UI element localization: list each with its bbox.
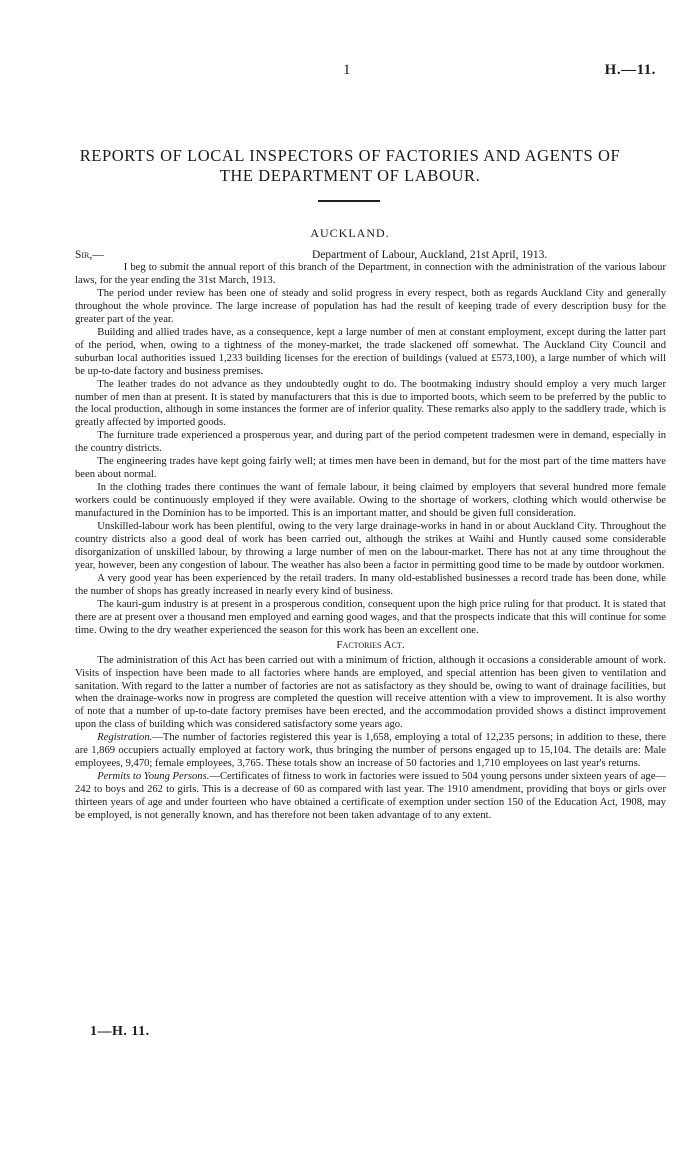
permits-lead: Permits to Young Persons. — [97, 771, 210, 783]
letter-salutation: Sir,— — [75, 249, 104, 261]
paragraph-factories-admin: The administration of this Act has been carried out with a minimum of friction, although it occasions a considerable amount of work. Visits of inspection have been made to all factories where hands are employed, and special attention has been given to ventilation and sanitation. With regard to the latter a number of factories are not as satisfactory as they should be, owing to want of drainage facilities, but when the drainage-works now in progress are completed the question will receive attention with a view to improvement. It is also worthy of note that a number of up-to-date factory premises have been erected, and the accommodation provided shows a distinct improvement upon the class of building which was considered satisfactory some years ago. — [75, 654, 666, 731]
paragraph-registration — [75, 732, 666, 771]
page-title: REPORTS OF LOCAL INSPECTORS OF FACTORIES AND AGENTS OF THE DEPARTMENT OF LABOUR. — [79, 146, 621, 185]
paragraph-permits — [75, 771, 666, 823]
page-number: 1 — [343, 62, 351, 78]
paragraph-engineering-trades: The engineering trades have kept going fairly well; at times men have been in demand, but for the most part of the time matters have been about normal. — [75, 456, 666, 481]
permits-text: —Certificates of fitness to work in factories were issued to 504 young persons under sixteen years of age—242 to boys and 262 to girls. This is a decrease of 60 as compared with last year. The 1910 amendment, providing that boys or girls over thirteen years of age and under fourteen who have obtained a certificate of exemption under section 150 of the Education Act, 1908, may be employed, is not generally known, and has therefore not been taken advantage of to any extent. — [75, 771, 666, 822]
paragraph-kauri-gum: The kauri-gum industry is at present in a prosperous condition, consequent upon the high price ruling for that product. It is stated that there are at present over a thousand men employed and earning good wages, and that the prospects indicate that this will continue for some time. Owing to the dry weather experienced the season for this work has been an excellent one. — [75, 598, 666, 636]
paragraph-leather-trades: The leather trades do not advance as they undoubtedly ought to do. The bootmaking industry should employ a very much larger number of men than at present. It is stated by manufacturers that this is due to imported boots, which seem to be preferred by the public to the local production, although in some instances the former are of inferior quality. These remarks also apply to the saddlery trade, which is greatly affected by imported goods. — [75, 378, 666, 429]
paragraph-unskilled-labour: Unskilled-labour work has been plentiful, owing to the very large drainage-works in hand in or about Auckland City. Throughout the country districts also a good deal of work has been carried out, although the strikes at Waihi and Huntly caused some considerable disorganization of unskilled labour, by throwing a large number of men on the labour-market. There has not at any time throughout the year, however, been any congestion of labour. The weather has also been a factor in permitting good time to be made by outdoor workmen. — [75, 521, 666, 571]
registration-lead: Registration. — [97, 732, 153, 744]
page-signature: 1—H. 11. — [90, 1024, 150, 1039]
paragraph-intro: I beg to submit the annual report of this branch of the Department, in connection with the administration of the various labour laws, for the year ending the 31st March, 1913. — [75, 262, 666, 286]
letter-dateline: Department of Labour, Auckland, 21st April, 1913. — [312, 249, 548, 261]
factories-act-heading: Factories Act. — [336, 638, 405, 651]
paragraph-retail-traders: A very good year has been experienced by the retail traders. In many old-established businesses a record trade has been done, while the number of shops has greatly increased in nearly every kind of business. — [75, 572, 666, 597]
document-reference: H.—11. — [604, 62, 656, 78]
paragraph-furniture-trade: The furniture trade experienced a prosperous year, and during part of the period competent tradesmen were in demand, especially in the country districts. — [75, 430, 666, 455]
paragraph-clothing-trades: In the clothing trades there continues the want of female labour, it being claimed by employers that several hundred more female workers could be continuously employed if they were available. Owing to the shortage of workers, clothing which would otherwise be manufactured in the Dominion has to be imported. This is an important matter, and should be given full consideration. — [75, 482, 666, 520]
paragraph-building-trades: Building and allied trades have, as a consequence, kept a large number of men at constant employment, except during the latter part of the period, when, owing to a tightness of the money-market, the trade slackened off somewhat. The Auckland City Council and suburban local authorities issued 1,233 building licenses for the erection of buildings (valued at £573,100), a large number of which will be up-to-date factory and business premises. — [75, 326, 666, 377]
section-heading: AUCKLAND. — [310, 226, 390, 240]
paragraph-progress: The period under review has been one of steady and solid progress in every respect, both as regards Auckland City and generally throughout the whole province. The large increase of population has had the result of keeping trade of every description busy for the greater part of the year. — [75, 287, 666, 325]
title-divider — [318, 200, 380, 202]
registration-text: —The number of factories registered this year is 1,658, employing a total of 12,235 persons; in addition to these, there are 1,869 occupiers actually employed at factory work, thus bringing the number of persons engaged up to 15,104. The details are: Male employees, 9,470; female employees, 3,765. These totals show an increase of 50 factories and 1,710 employees on last year's returns. — [75, 732, 666, 770]
report-body — [75, 262, 666, 823]
